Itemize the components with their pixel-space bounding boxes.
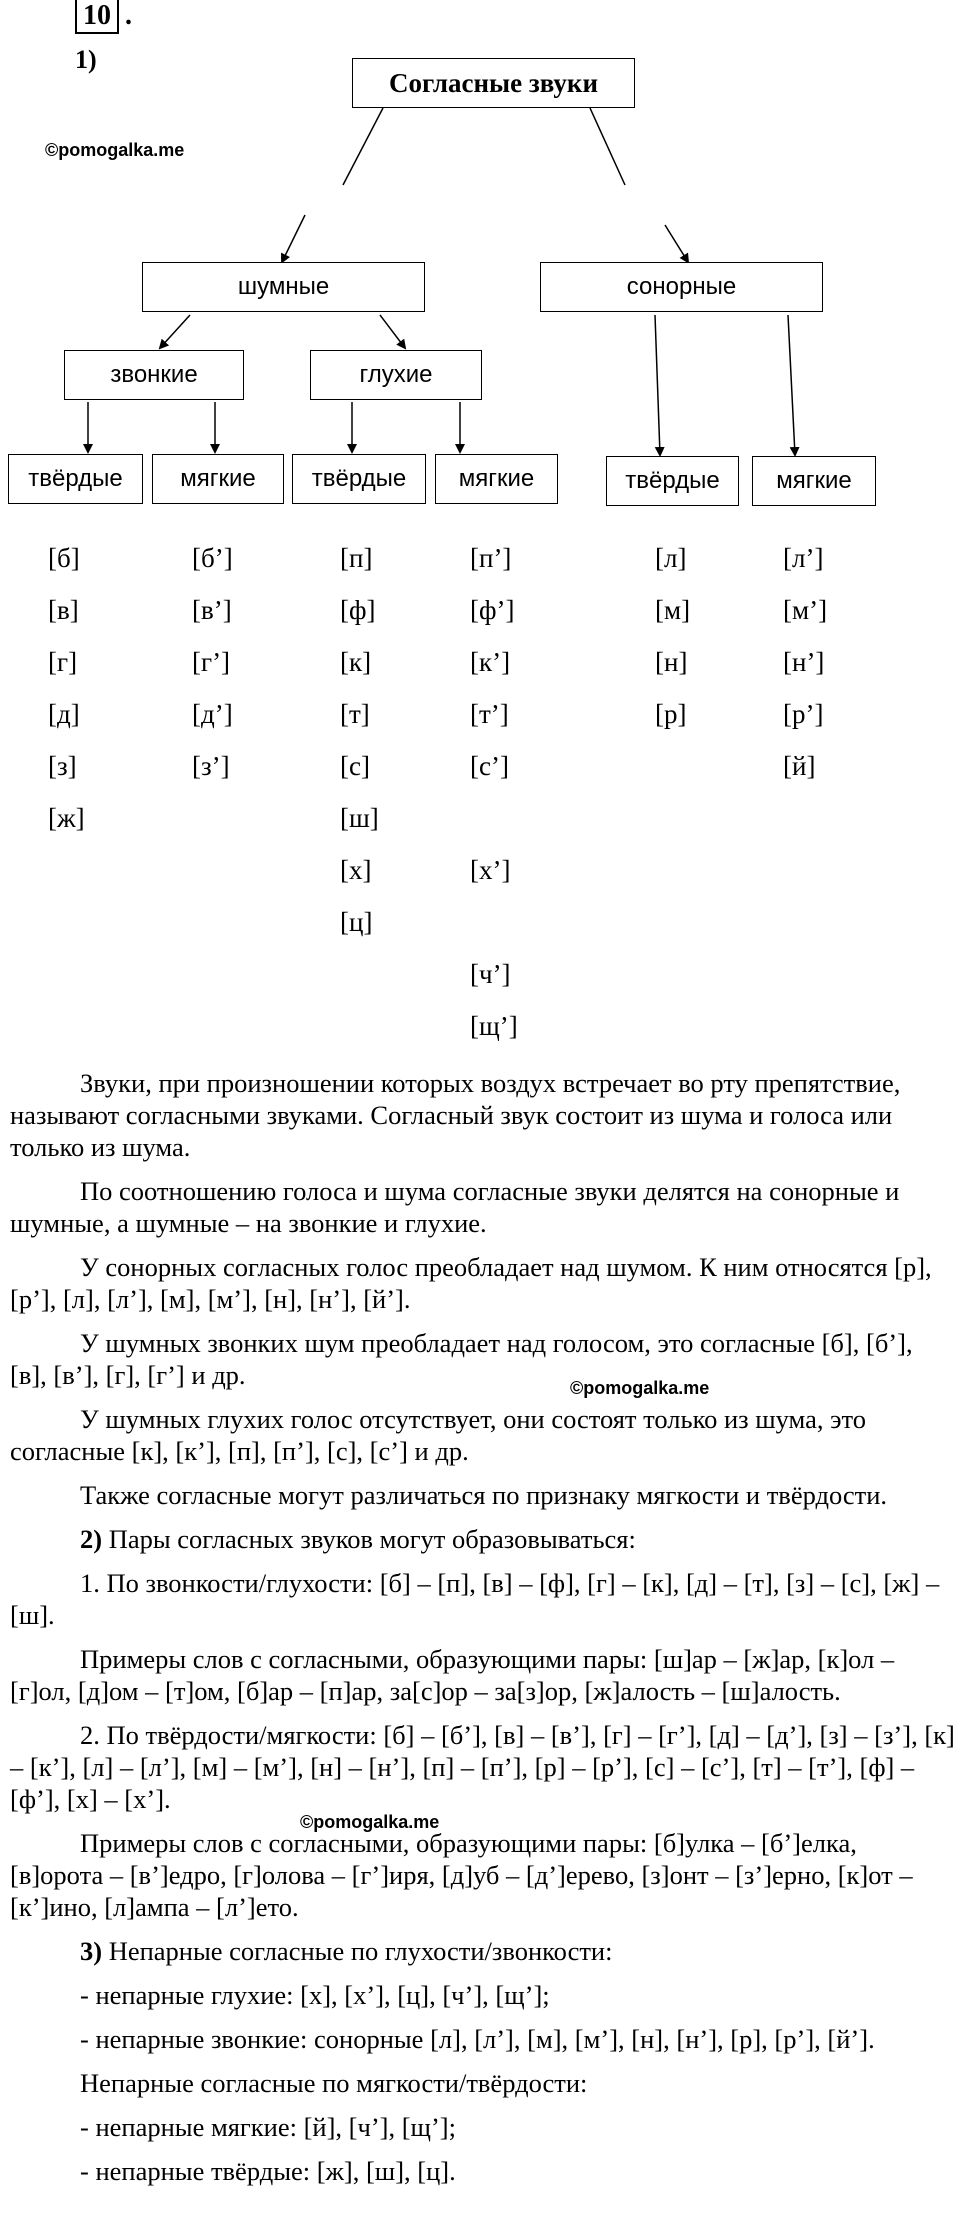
consonant: [ф] <box>340 595 376 625</box>
consonant: [н] <box>655 647 688 677</box>
consonant: [к’] <box>470 647 511 677</box>
voiced-soft-box: мягкие <box>152 454 284 504</box>
paragraph <box>10 1935 955 1967</box>
part-3-text: Непарные согласные по глухости/звонкости: <box>102 1936 613 1966</box>
voiceless-hard-box: твёрдые <box>292 454 426 504</box>
consonant: [з] <box>48 751 77 781</box>
paragraph <box>10 1523 955 1555</box>
arrow-to-sonorant <box>665 225 688 262</box>
consonant: [ж] <box>48 803 85 833</box>
part-2-label: 2) <box>80 1524 103 1554</box>
paragraph: 2. По твёрдости/мягкости: [б] – [б’], [в] – [в’], [г] – [г’], [д] – [д’], [з] – [з’], [к] – [к’], [л] – [л’], [м] – [м’], [н] – [н’], [п] – [п’], [р] – [р’], [с] – [с’], [т] – [т’], [ф] – [ф’], [х] – [х’]. <box>10 1720 955 1814</box>
paragraph: - непарные твёрдые: [ж], [ш], [ц]. <box>80 2156 456 2186</box>
consonant: [г] <box>48 647 78 677</box>
consonant: [н’] <box>783 647 825 677</box>
connector-root-right <box>590 108 625 185</box>
part-2-text: Пары согласных звуков могут образовываться: <box>102 1524 636 1554</box>
exercise-number-dot: . <box>125 0 132 31</box>
paragraph: Звуки, при произношении которых воздух встречает во рту препятствие, называют согласными звуками. Согласный звук состоит из шума и голоса или только из шума. <box>10 1068 901 1162</box>
paragraph: Примеры слов с согласными, образующими пары: [ш]ар – [ж]ар, [к]ол – [г]ол, [д]ом – [т]ом, [б]ар – [п]ар, за[с]ор – за[з]ор, [ж]алость – [ш]алость. <box>10 1644 895 1706</box>
paragraph: - непарные глухие: [х], [х’], [ц], [ч’], [щ’]; <box>80 1980 550 2010</box>
consonant: [щ’] <box>470 1011 518 1041</box>
arrow-to-voiced <box>160 315 190 348</box>
watermark: ©pomogalka.me <box>570 1378 710 1398</box>
voiceless-box: глухие <box>310 350 482 400</box>
sonorant-soft-box: мягкие <box>752 456 876 506</box>
paragraph: У сонорных согласных голос преобладает над шумом. К ним относятся [р], [р’], [л], [л’], [м], [м’], [н], [н’], [й’]. <box>10 1252 932 1314</box>
arrow-sonorant-soft <box>788 315 795 455</box>
watermark: ©pomogalka.me <box>45 140 185 160</box>
consonant: [д’] <box>192 699 233 729</box>
consonant: [т] <box>340 699 370 729</box>
voiced-hard-box: твёрдые <box>8 454 143 504</box>
consonant: [л’] <box>783 543 824 573</box>
consonant <box>470 792 518 844</box>
paragraph: У шумных звонких шум преобладает над голосом, это согласные [б], [б’], [в], [в’], [г], [г’] и др. <box>10 1328 913 1390</box>
part-3-label: 3) <box>80 1936 103 1966</box>
exercise-number: 10 <box>75 0 119 34</box>
arrow-to-noisy <box>282 215 305 262</box>
column-voiceless-hard <box>340 532 379 948</box>
consonant: [п] <box>340 543 373 573</box>
consonant: [м] <box>655 595 691 625</box>
arrow-to-voiceless <box>380 315 405 348</box>
column-voiceless-soft <box>470 532 518 1052</box>
consonant: [р’] <box>783 699 824 729</box>
explanation-text <box>10 1067 955 2199</box>
consonant: [д] <box>48 699 80 729</box>
consonant: [т’] <box>470 699 509 729</box>
paragraph: Непарные согласные по мягкости/твёрдости: <box>80 2068 588 2098</box>
paragraph: У шумных глухих голос отсутствует, они состоят только из шума, это согласные [к], [к’], [п], [п’], [с], [с’] и др. <box>10 1404 867 1466</box>
consonant: [п’] <box>470 543 512 573</box>
column-voiced-soft <box>192 532 233 792</box>
consonant: [б’] <box>192 543 233 573</box>
consonant <box>470 896 518 948</box>
consonant: [ц] <box>340 907 373 937</box>
column-voiced-hard <box>48 532 85 844</box>
column-sonorant-hard <box>655 532 690 740</box>
arrow-sonorant-hard <box>655 315 660 455</box>
consonant: [с’] <box>470 751 509 781</box>
consonant: [л] <box>655 543 687 573</box>
connector-root-left <box>343 108 383 185</box>
consonant: [в] <box>48 595 79 625</box>
consonant: [ф’] <box>470 595 515 625</box>
part-1-label: 1) <box>75 45 97 74</box>
noisy-box: шумные <box>142 262 425 312</box>
root-box: Согласные звуки <box>352 58 635 108</box>
sonorant-hard-box: твёрдые <box>606 456 739 506</box>
watermark: ©pomogalka.me <box>300 1812 440 1832</box>
consonant: [з’] <box>192 751 230 781</box>
consonant: [к] <box>340 647 372 677</box>
paragraph: 1. По звонкости/глухости: [б] – [п], [в] – [ф], [г] – [к], [д] – [т], [з] – [с], [ж] – [ш]. <box>10 1568 940 1630</box>
sonorant-box: сонорные <box>540 262 823 312</box>
consonant: [в’] <box>192 595 232 625</box>
voiceless-soft-box: мягкие <box>435 454 558 504</box>
paragraph: По соотношению голоса и шума согласные звуки делятся на сонорные и шумные, а шумные – на звонкие и глухие. <box>10 1176 900 1238</box>
consonant: [б] <box>48 543 80 573</box>
consonant: [с] <box>340 751 370 781</box>
paragraph: Примеры слов с согласными, образующими пары: [б]улка – [б’]елка, [в]орота – [в’]едро, [г]олова – [г’]иря, [д]уб – [д’]ерево, [з]онт – [з’]ерно, [к]от – [к’]ино, [л]ампа – [л’]ето. <box>10 1828 913 1922</box>
paragraph: - непарные мягкие: [й], [ч’], [щ’]; <box>80 2112 456 2142</box>
consonant: [ч’] <box>470 959 511 989</box>
consonant: [й] <box>783 751 816 781</box>
consonant: [р] <box>655 699 687 729</box>
consonant: [х] <box>340 855 372 885</box>
consonant: [ш] <box>340 803 379 833</box>
paragraph: - непарные звонкие: сонорные [л], [л’], [м], [м’], [н], [н’], [р], [р’], [й’]. <box>80 2024 875 2054</box>
consonant: [м’] <box>783 595 828 625</box>
consonant: [х’] <box>470 855 511 885</box>
column-sonorant-soft <box>783 532 827 792</box>
voiced-box: звонкие <box>64 350 244 400</box>
paragraph: Также согласные могут различаться по признаку мягкости и твёрдости. <box>80 1480 888 1510</box>
consonant: [г’] <box>192 647 231 677</box>
